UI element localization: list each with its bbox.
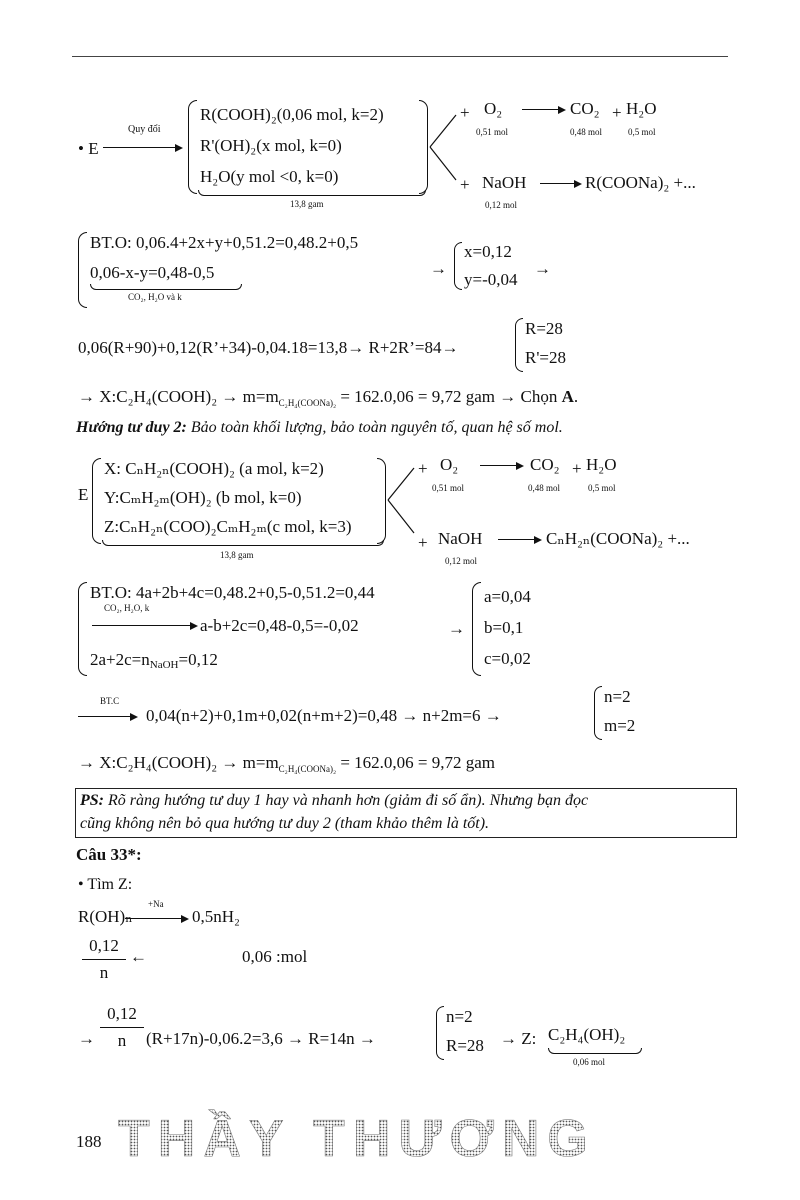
- banner-logo: [118, 1108, 708, 1168]
- svg-text:THẦY THƯƠNG: THẦY THƯƠNG: [118, 1110, 596, 1168]
- result-line-2: → X:C₂H₄(COOH)₂ → $m=m_{C_2H_4(COONa)_2} = 162.0,06 = 9,72$ gam: [78, 753, 496, 774]
- page-number: 188: [76, 1132, 102, 1151]
- o2: O₂: [484, 99, 503, 118]
- e-row-3: H₂O(y mol <0, k=0): [200, 167, 339, 186]
- quy-doi-label: Quy đổi: [128, 124, 161, 135]
- e-row-1: R(COOH)₂(0,06 mol, k=2): [200, 105, 384, 124]
- ps-line-2: cũng không nên bỏ qua hướng tư duy 2 (tham khảo thêm là tốt).: [80, 815, 490, 832]
- fraction-2: 0,12 n: [100, 1004, 144, 1051]
- eq-r: 0,06(R+90)+0,12(R’+34)-0,04.18=13,8→ R+2R’=84→: [78, 338, 459, 357]
- mass-label: 13,8 gam: [290, 199, 324, 209]
- e-lead: • E: [78, 139, 99, 158]
- naoh: NaOH: [482, 173, 527, 192]
- fraction-1: 0,12 n: [82, 936, 126, 983]
- tim-z: • Tìm Z:: [78, 876, 133, 893]
- quy-doi-arrow: [103, 147, 181, 148]
- header-rule: [72, 56, 728, 57]
- cau-33-title: Câu 33*:: [76, 845, 142, 864]
- result-line-1: → X:C₂H₄(COOH)₂ → $m=m_{C_2H_4(COONa)_2} = 162.0,06 = 9,72$ gam → Chọn A.: [78, 387, 579, 408]
- ps-line-1: PS: Rõ ràng hướng tư duy 1 hay và nhanh hơn (giảm đi số ẩn). Nhưng bạn đọc: [80, 792, 589, 809]
- bto-eq-1: BT.O: 0,06.4+2x+y+0,51.2=0,48.2+0,5: [90, 233, 359, 252]
- eq-2: 0,06-x-y=0,48-0,5: [90, 263, 215, 282]
- left-brace: [188, 100, 197, 194]
- mass-underbrace: [198, 190, 426, 196]
- h2o: H₂O: [626, 99, 657, 118]
- co2: CO₂: [570, 99, 600, 118]
- product-1: R(COONa)₂ +...: [585, 173, 696, 192]
- fork-lines: [428, 110, 458, 185]
- huong-2: Hướng tư duy 2: Bảo toàn khối lượng, bảo toàn nguyên tố, quan hệ số mol.: [76, 419, 563, 436]
- z-formula: C₂H₄(OH)₂: [548, 1025, 626, 1044]
- right-brace: [419, 100, 428, 194]
- e-row-2: R'(OH)₂(x mol, k=0): [200, 136, 342, 155]
